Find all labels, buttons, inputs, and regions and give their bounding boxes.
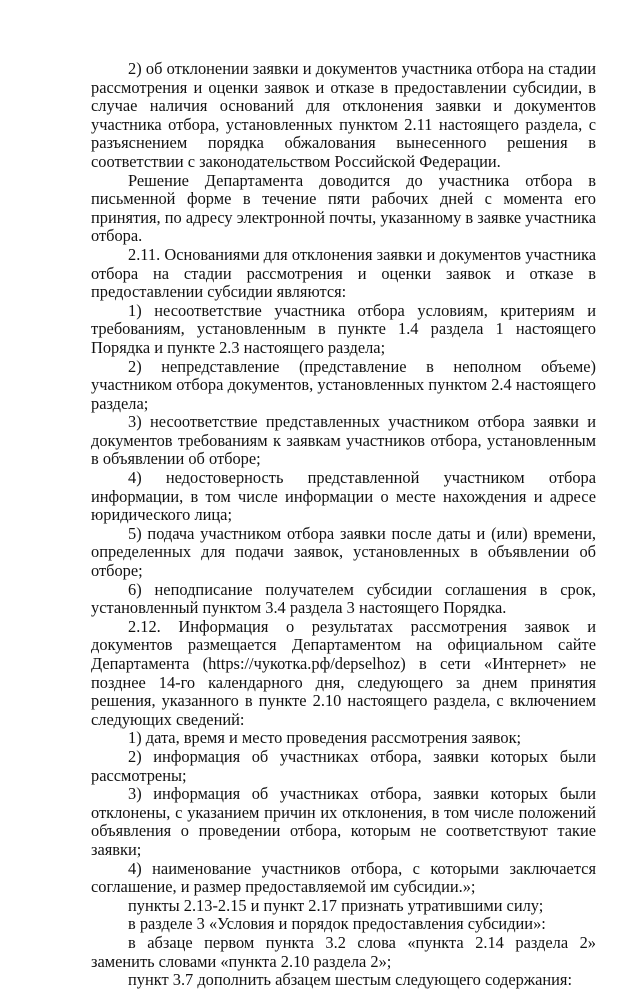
paragraph-2-11: 2.11. Основаниями для отклонения заявки и документов участника отбора на стадии рассмотрения и оценки заявок и отказе в предоставлении субсидии являются: — [91, 244, 596, 302]
list-item-2-12-1: 1) дата, время и место проведения рассмотрения заявок; — [128, 728, 522, 748]
paragraph-decision-reject: 2) об отклонении заявки и документов участника отбора на стадии рассмотрения и оценки заявок и отказе в предоставлении субсидии, в случае наличия оснований для отклонения заявки и документов участника отбора, установленных пунктом 2.11 настоящего раздела, с разъяснением порядка обжалования вынесенного решения в соответствии с законодательством Российской Федерации. — [91, 59, 596, 171]
list-item-2-12-3: 3) информация об участниках отбора, заявки которых были отклонены, с указанием причин их отклонения, в том числе положений объявления о проведении отбора, которым не соответствуют такие заявки; — [91, 784, 596, 859]
document-page — [91, 60, 596, 990]
list-item-2-11-6: 6) неподписание получателем субсидии соглашения в срок, установленный пунктом 3.4 раздела 3 настоящего Порядка. — [91, 579, 596, 618]
paragraph-2-12: 2.12. Информация о результатах рассмотрения заявок и документов размещается Департаментом на официальном сайте Департамента (https://чукотка.рф/depselhoz) в сети «Интернет» не позднее 14-го календарного дня, следующего за днем принятия решения, указанного в пункте 2.10 настоящего раздела, с включением следующих сведений: — [91, 616, 596, 729]
list-item-2-12-4: 4) наименование участников отбора, с которыми заключается соглашение, и размер предоставляемой им субсидии.»; — [91, 858, 596, 897]
paragraph-section-3-heading: в разделе 3 «Условия и порядок предоставления субсидии»: — [128, 914, 546, 934]
list-item-2-12-2: 2) информация об участниках отбора, заявки которых были рассмотрены; — [91, 746, 596, 785]
paragraph-point-3-2-change: в абзаце первом пункта 3.2 слова «пункта 2.14 раздела 2» заменить словами «пункта 2.10 раздела 2»; — [91, 932, 596, 971]
paragraph-decision-notice: Решение Департамента доводится до участника отбора в письменной форме в течение пяти рабочих дней с момента его принятия, по адресу электронной почты, указанному в заявке участника отбора. — [91, 170, 596, 246]
paragraph-point-3-7-addition: пункт 3.7 дополнить абзацем шестым следующего содержания: — [128, 970, 573, 990]
list-item-2-11-1: 1) несоответствие участника отбора условиям, критериям и требованиям, установленным в пункте 1.4 раздела 1 настоящего Порядка и пункте 2.3 настоящего раздела; — [91, 300, 596, 357]
list-item-2-11-4: 4) недостоверность представленной участником отбора информации, в том числе информации о месте нахождения и адресе юридического лица; — [91, 468, 596, 525]
list-item-2-11-5: 5) подача участником отбора заявки после даты и (или) времени, определенных для подачи заявок, установленных в объявлении об отборе; — [91, 523, 596, 581]
paragraph-points-repealed: пункты 2.13-2.15 и пункт 2.17 признать утратившими силу; — [128, 895, 544, 915]
list-item-2-11-3: 3) несоответствие представленных участником отбора заявки и документов требованиям к заявкам участников отбора, установленным в объявлении об отборе; — [91, 412, 596, 469]
list-item-2-11-2: 2) непредставление (представление в неполном объеме) участником отбора документов, установленных пунктом 2.4 настоящего раздела; — [91, 356, 596, 413]
